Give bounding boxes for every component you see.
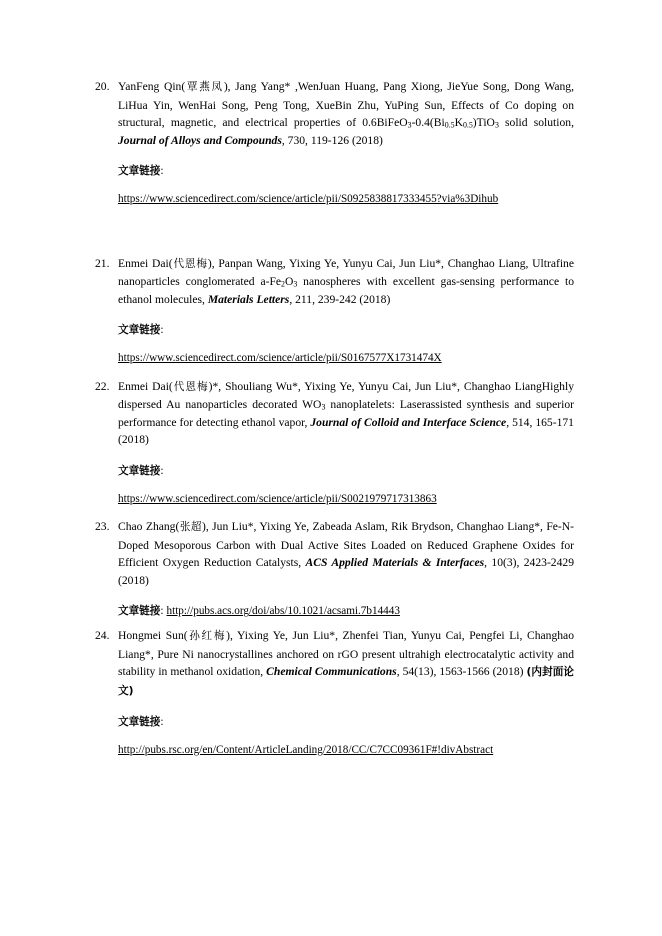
article-url-link[interactable]: http://pubs.acs.org/doi/abs/10.1021/acsami.7b14443 — [166, 605, 400, 618]
authors-prefix: Hongmei Sun( — [118, 629, 188, 643]
entry-row — [95, 78, 574, 149]
article-url-row — [118, 191, 573, 209]
spacer — [95, 308, 574, 321]
publication-entry-21 — [95, 255, 574, 368]
article-link-colon: : — [160, 463, 164, 477]
entry-citation-text — [118, 627, 574, 700]
after-formula-text: nanoplatelets: Laserassisted synthesis and superior performance for detecting ethanol vapor, — [118, 398, 574, 429]
citation-tail: , 54(13), 1563-1566 (2018) — [396, 665, 527, 679]
spacer — [95, 508, 574, 518]
publication-entry-22 — [95, 378, 574, 509]
entry-row — [95, 627, 574, 700]
entry-note-chinese: (内封面论文) — [118, 666, 575, 697]
journal-name: Journal of Alloys and Compounds — [118, 133, 282, 147]
chemical-formula: $Fe_2O_3$ — [269, 275, 298, 289]
spacer — [95, 589, 574, 602]
citation-tail: , 10(3), 2423-2429 (2018) — [118, 556, 574, 587]
journal-name: ACS Applied Materials & Interfaces — [305, 556, 485, 570]
authors-prefix: Enmei Dai( — [118, 256, 173, 270]
entry-number: 21. — [95, 256, 110, 270]
entry-number: 24. — [95, 629, 110, 643]
chemical-formula: $0.6BiFeO_3-0.4(Bi_{0.5}K_{0.5})TiO_3$ — [362, 116, 499, 130]
spacer — [95, 149, 574, 162]
entry-citation-text — [118, 78, 574, 149]
journal-name: Materials Letters — [207, 292, 290, 306]
spacer — [95, 481, 574, 491]
publication-entry-23 — [95, 518, 574, 621]
spacer — [95, 449, 574, 462]
publication-entry-20 — [95, 78, 574, 209]
authors-rest: ), Panpan Wang, Yixing Ye, Yunyu Cai, Jun Liu*, Changhao Liang, Ultrafine nanoparticles conglomerated a- — [118, 256, 575, 289]
author-chinese-name: 孙红梅 — [187, 630, 227, 643]
article-link-label-row — [118, 162, 574, 181]
citation-tail: , 514, 165-171 (2018) — [118, 415, 574, 447]
authors-rest: ), Jun Liu*, Yixing Ye, Zabeada Aslam, Rik Brydson, Changhao Liang*, Fe-N-Doped Mesoporous Carbon with Dual Active Sites Loaded on Reduced Graphene Oxides for Efficient Oxygen Reduction Catalysts, — [118, 520, 575, 570]
authors-rest: ), Jang Yang* ,WenJuan Huang, Pang Xiong, JieYue Song, Dong Wang, LiHua Yin, WenHai Song, Peng Tong, XueBin Zhu, YuPing Sun, Effects of Co doping on structural, magnetic, and electrical properties of — [118, 80, 575, 130]
journal-name: Journal of Colloid and Interface Science — [310, 415, 507, 429]
authors-prefix: Enmei Dai( — [118, 379, 173, 393]
article-url-row — [118, 350, 573, 368]
article-link-colon: : — [160, 715, 164, 729]
entry-citation-text — [118, 378, 574, 449]
entry-row — [95, 255, 574, 309]
journal-name: Chemical Communications — [266, 665, 397, 679]
spacer — [95, 368, 574, 378]
authors-prefix: YanFeng Qin( — [118, 80, 186, 93]
author-chinese-name: 覃燕凤 — [185, 81, 224, 93]
after-formula-text: solid solution, — [498, 116, 574, 130]
article-url-row — [118, 742, 573, 760]
article-link-colon: : — [160, 604, 167, 618]
article-url-row — [118, 491, 573, 509]
article-url-link[interactable]: https://www.sciencedirect.com/science/article/pii/S0021979717313863 — [118, 492, 437, 505]
authors-rest: )*, Shouliang Wu*, Yixing Ye, Yunyu Cai, Jun Liu*, Changhao LiangHighly dispersed Au nanoparticles decorated — [118, 379, 574, 412]
after-formula-text: nanospheres with excellent gas-sensing performance to ethanol molecules, — [118, 275, 574, 306]
article-link-inline-row — [118, 602, 574, 621]
article-link-label: 文章链接 — [118, 324, 161, 337]
entry-number: 23. — [95, 520, 110, 534]
entry-row — [95, 518, 574, 589]
article-link-label: 文章链接 — [118, 716, 161, 729]
author-chinese-name: 代恩梅 — [172, 380, 209, 393]
chemical-formula: $WO_3$ — [302, 398, 326, 412]
article-link-label-row — [118, 321, 574, 340]
publication-entry-24 — [95, 627, 574, 760]
article-link-label: 文章链接 — [118, 165, 161, 178]
article-link-label-row — [118, 713, 574, 732]
article-link-colon: : — [160, 323, 164, 337]
article-url-link[interactable]: https://www.sciencedirect.com/science/article/pii/S0925838817333455?via%3Dihub — [118, 192, 499, 205]
spacer — [95, 209, 574, 255]
article-link-label: 文章链接 — [118, 605, 161, 618]
article-url-link[interactable]: https://www.sciencedirect.com/science/article/pii/S0167577X1731474X — [118, 351, 442, 364]
article-link-colon: : — [160, 164, 164, 178]
entry-citation-text — [118, 518, 574, 589]
entry-citation-text — [118, 255, 574, 309]
entry-number: 20. — [95, 80, 110, 93]
entry-row — [95, 378, 574, 449]
citation-tail: , 211, 239-242 (2018) — [289, 292, 391, 306]
spacer — [95, 732, 574, 742]
spacer — [95, 700, 574, 713]
article-link-label-row — [118, 462, 574, 481]
article-url-link[interactable]: http://pubs.rsc.org/en/Content/ArticleLanding/2018/CC/C7CC09361F#!divAbstract — [118, 744, 494, 757]
authors-prefix: Chao Zhang( — [118, 520, 180, 534]
author-chinese-name: 张超 — [179, 521, 202, 534]
entry-number: 22. — [95, 379, 110, 393]
article-link-label: 文章链接 — [118, 464, 161, 477]
citation-tail: , 730, 119-126 (2018) — [281, 133, 383, 147]
authors-rest: ), Yixing Ye, Jun Liu*, Zhenfei Tian, Yunyu Cai, Pengfei Li, Changhao Liang*, Pure Ni nanocrystallines anchored on rGO present ultrahigh electrocatalytic activity and stability in methanol oxidation, — [118, 629, 574, 679]
spacer — [95, 340, 574, 350]
author-chinese-name: 代恩梅 — [172, 257, 208, 270]
spacer — [95, 181, 574, 191]
